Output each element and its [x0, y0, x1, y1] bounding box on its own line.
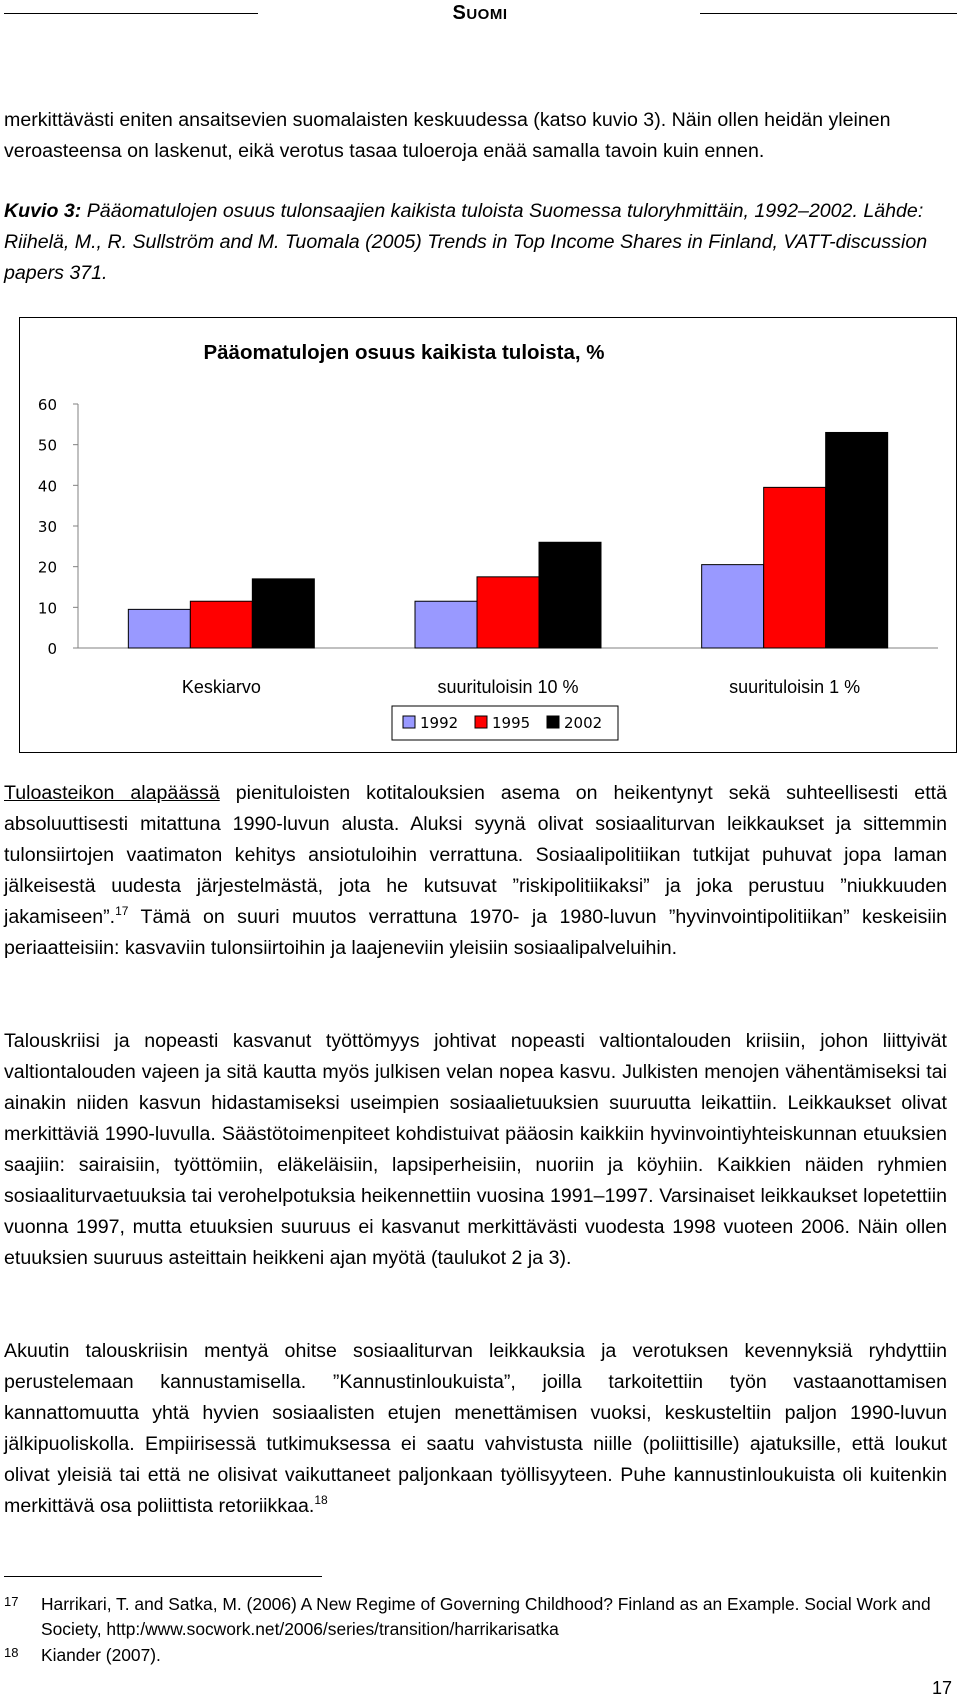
y-tick-label: 10 [37, 599, 57, 618]
footnote-18 [4, 1643, 947, 1668]
footnote-rule [4, 1576, 322, 1577]
chart-title: Pääomatulojen osuus kaikista tuloista, % [203, 341, 605, 364]
intro-paragraph: merkittävästi eniten ansaitsevien suomalaisten keskuudessa (katso kuvio 3). Näin ollen heidän yleinen veroasteensa on laskenut, eikä verotus tasaa tuloeroja enää samalla tavoin kuin ennen. [4, 109, 891, 162]
legend-label: 2002 [564, 714, 603, 732]
bar-1995 [477, 577, 539, 648]
y-tick-label: 60 [37, 396, 57, 414]
bar-1992 [128, 609, 190, 648]
y-tick-label: 40 [37, 477, 57, 496]
footnote-text: Harrikari, T. and Satka, M. (2006) A New Regime of Governing Childhood? Finland as an Example. Social Work and Society, http:/www.socwork.net/2006/series/transition/harrikarisatka [41, 1594, 931, 1639]
bar-2002 [826, 432, 888, 648]
bar-2002 [252, 579, 314, 648]
footnote-number: 18 [4, 1645, 19, 1660]
bar-1992 [702, 565, 764, 648]
bar-1995 [190, 601, 252, 648]
page-number: 17 [931, 1678, 952, 1698]
paragraph-incentive-traps [4, 1336, 947, 1522]
legend-label: 1992 [420, 714, 459, 732]
legend-swatch-1995 [475, 716, 487, 728]
bar-1992 [415, 601, 477, 648]
y-tick-label: 0 [47, 640, 57, 658]
footnote-ref-17[interactable]: 17 [115, 904, 129, 918]
footnote-text: Kiander (2007). [41, 1645, 161, 1665]
paragraph-low-income [4, 778, 947, 964]
category-label: suurituloisin 10 % [437, 677, 579, 697]
paragraph-economic-crisis: Talouskriisi ja nopeasti kasvanut työttömyys johtivat nopeasti valtiontalouden kriisiin, johon liittyivät valtiontalouden vajeen ja sitä kautta myös julkisen velan nopea kasvu. Julkisten menojen vähentämiseksi tai ainakin niiden kasvun hidastamiseksi useimpien sosiaalietuuksien suuruutta leikattiin. Leikkaukset olivat merkittäviä 1990-luvulla. Säästötoimenpiteet kohdistuivat pääosin kaikkiin hyvinvointiyhteiskunnan etuuksien saajiin: sairaisiin, työttömiin, eläkeläisiin, lapsiperheisiin, nuoriin ja köyhiin. Kaikkien näiden ryhmien sosiaaliturvaetuuksia tai verohelpotuksia heikennettiin vuosina 1991–1997. Varsinaiset leikkaukset lopetettiin vuonna 1997, mutta etuuksien suuruus ei kasvanut merkittävästi vuodesta 1998 vuoteen 2006. Näin ollen etuuksien suuruus asteittain heikkeni ajan myötä (taulukot 2 ja 3). [4, 1030, 947, 1269]
bar-1995 [764, 487, 826, 648]
footnote-ref-18[interactable]: 18 [314, 1493, 328, 1507]
legend-swatch-1992 [403, 716, 415, 728]
y-tick-label: 30 [37, 518, 57, 536]
caption-text: Pääomatulojen osuus tulonsaajien kaikista tuloista Suomessa tuloryhmittäin, 1992–2002. Lähde: Riihelä, M., R. Sullström and M. Tuomala (2005) Trends in Top Income Shares in Finland, VATT-discussion papers 371. [4, 200, 928, 284]
bar-2002 [539, 542, 601, 648]
bar-chart [20, 318, 956, 752]
legend-label: 1995 [492, 714, 531, 732]
y-tick-label: 50 [37, 436, 57, 455]
y-tick-label: 20 [37, 558, 57, 577]
footnote-number: 17 [4, 1594, 19, 1609]
paragraph-lead-underlined: Tuloasteikon alapäässä [4, 782, 220, 804]
running-header-title: SUOMI [452, 2, 508, 24]
header-rule-right [700, 13, 957, 14]
category-label: suurituloisin 1 % [729, 677, 861, 697]
legend-swatch-2002 [547, 716, 559, 728]
header-rule-left [4, 13, 258, 14]
footnote-17 [4, 1592, 947, 1642]
paragraph-text: pienituloisten kotitalouksien asema on heikentynyt sekä suhteellisesti että absoluuttisesti mitattuna 1990-luvun alusta. Aluksi syynä olivat sosiaaliturvan leikkaukset ja sittemmin tulonsiirtojen vaatimaton kehitys ansiotuloihin verrattuna. Sosiaalipolitiikan tutkijat puhuvat jopa laman jälkeisestä uudesta järjestelmästä, jota he kutsuvat ”riskipolitiikaksi” ja joka perustuu ”niukkuuden jakamiseen”. [4, 782, 947, 928]
paragraph-text-continued: Tämä on suuri muutos verrattuna 1970- ja 1980-luvun ”hyvinvointipolitiikan” keskeisiin periaatteisiin: kasvaviin tulonsiirtoihin ja laajeneviin yleisiin sosiaalipalveluihin. [4, 906, 947, 959]
chart-frame [19, 317, 957, 753]
caption-label: Kuvio 3: [4, 200, 82, 222]
paragraph-text: Akuutin talouskriisin mentyä ohitse sosiaaliturvan leikkauksia ja verotuksen kevennyksiä ryhdyttiin perustelemaan kannustamisella. ”Kannustinloukuista”, joilla tarkoitettiin työn vastaanottamisen kannattomuutta yhtä hyvien sosiaalisten etujen menettämisen vuoksi, keskusteltiin paljon 1990-luvun jälkipuoliskolla. Empiirisessä tutkimuksessa ei saatu vahvistusta niille (poliittisille) ajatuksille, että loukut olivat yleisiä tai että ne olisivat vaikuttaneet paljonkaan työllisyyteen. Puhe kannustinloukuista oli kuitenkin merkittävä osa poliittista retoriikkaa. [4, 1340, 947, 1517]
figure-caption [4, 196, 947, 289]
category-label: Keskiarvo [181, 677, 261, 697]
